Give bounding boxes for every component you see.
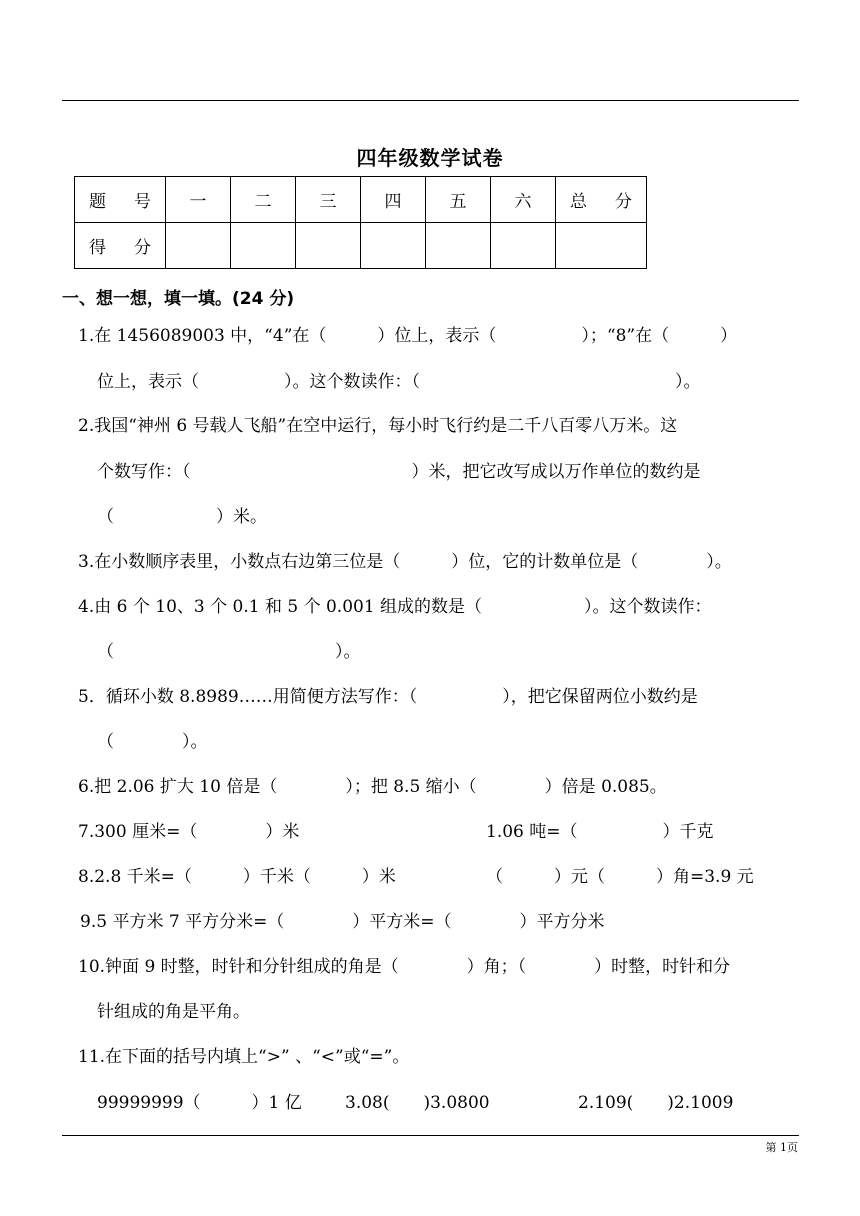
score-cell[interactable] — [361, 223, 426, 269]
question-line: 8.2.8 千米=（ ）千米（ ）米 — [78, 867, 396, 887]
table-col-1: 一 — [166, 177, 231, 223]
question-line: 针组成的角是平角。 — [97, 1002, 250, 1022]
score-cell[interactable] — [491, 223, 556, 269]
question-line: 位上，表示（ ）。这个数读作：（ ）。 — [97, 372, 701, 392]
question-line: 3.08( )3.0800 — [345, 1093, 490, 1113]
table-col-5: 五 — [426, 177, 491, 223]
footer-rule — [62, 1135, 799, 1136]
question-line: 2.我国“神州 6 号载人飞船”在空中运行，每小时飞行约是二千八百零八万米。这 — [78, 416, 678, 436]
question-line: （ ）。 — [97, 732, 208, 752]
table-total-label: 总 分 — [556, 177, 647, 223]
question-line: 4.由 6 个 10、3 个 0.1 和 5 个 0.001 组成的数是（ ）。这个数读作： — [78, 597, 712, 617]
question-line: 6.把 2.06 扩大 10 倍是（ ）；把 8.5 缩小（ ）倍是 0.085。 — [78, 777, 667, 797]
score-cell[interactable] — [231, 223, 296, 269]
score-cell[interactable] — [556, 223, 647, 269]
question-line: （ ）。 — [97, 642, 361, 662]
question-line: 11.在下面的括号内填上“>” 、“<”或“=”。 — [78, 1047, 410, 1067]
question-line: 9.5 平方米 7 平方分米=（ ）平方米=（ ）平方分米 — [80, 912, 605, 932]
table-col-4: 四 — [361, 177, 426, 223]
table-row — [75, 177, 647, 223]
page-title: 四年级数学试卷 — [356, 146, 504, 170]
table-col-3: 三 — [296, 177, 361, 223]
question-line: 7.300 厘米=（ ）米 — [78, 822, 300, 842]
score-cell[interactable] — [166, 223, 231, 269]
section-heading: 一、想一想，填一填。(24 分) — [62, 289, 295, 309]
question-line: 1.06 吨=（ ）千克 — [486, 822, 714, 842]
table-header-label: 题 号 — [75, 177, 166, 223]
question-line: 2.109( )2.1009 — [578, 1093, 734, 1113]
question-line: （ ）米。 — [97, 507, 267, 527]
score-cell[interactable] — [426, 223, 491, 269]
question-line: 5．循环小数 8.8989……用简便方法写作：（ ），把它保留两位小数约是 — [78, 687, 698, 707]
score-table — [74, 176, 647, 269]
question-line: （ ）元（ ）角=3.9 元 — [486, 867, 754, 887]
question-line: 10.钟面 9 时整，时针和分针组成的角是（ ）角；（ ）时整，时针和分 — [78, 957, 731, 977]
table-row — [75, 223, 647, 269]
header-rule — [62, 100, 799, 101]
table-row-label: 得 分 — [75, 223, 166, 269]
question-line: 99999999（ ）1 亿 — [97, 1093, 302, 1113]
question-line: 3.在小数顺序表里，小数点右边第三位是（ ）位，它的计数单位是（ ）。 — [78, 552, 732, 572]
table-col-2: 二 — [231, 177, 296, 223]
question-line: 个数写作：（ ）米，把它改写成以万作单位的数约是 — [97, 462, 701, 482]
score-cell[interactable] — [296, 223, 361, 269]
page-number: 第 1页 — [765, 1141, 798, 1154]
question-line: 1.在 1456089003 中，“4”在（ ）位上，表示（ ）；“8”在（ ） — [78, 326, 738, 346]
table-col-6: 六 — [491, 177, 556, 223]
